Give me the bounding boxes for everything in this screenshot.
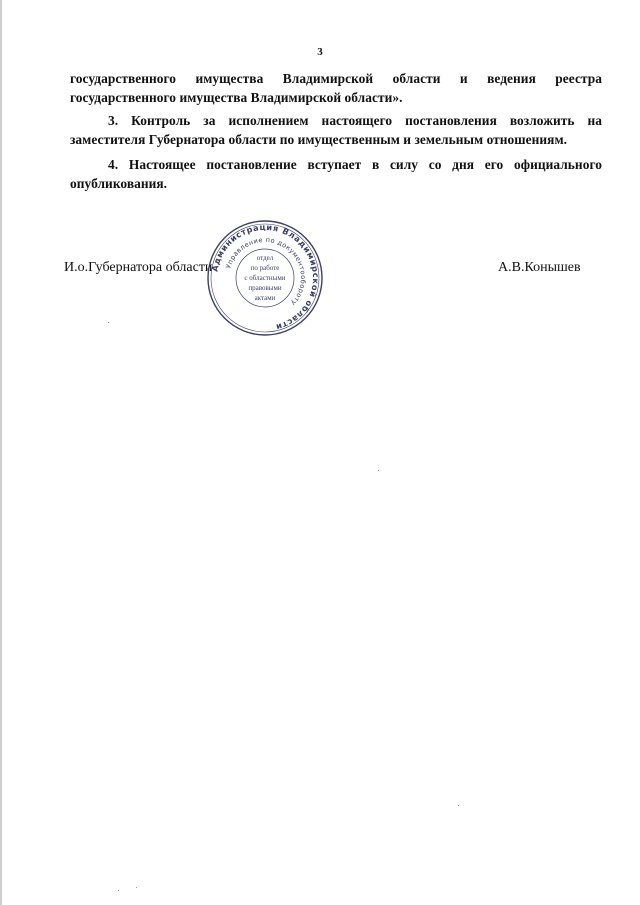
paragraph-4 [70, 155, 602, 193]
page-number: 3 [317, 46, 323, 58]
stamp-inner-text: Управление по документообороту [224, 235, 308, 308]
stamp-outer-text: Администрация Владимирской области [209, 221, 322, 333]
scan-speck [108, 322, 109, 323]
stamp-center-line-5: актами [254, 294, 276, 302]
stamp-center-line-2: по работе [250, 264, 280, 272]
scan-speck [458, 805, 459, 806]
scan-speck [378, 470, 379, 471]
stamp-center-line-4: правовыми [248, 284, 282, 292]
scan-speck [118, 890, 119, 891]
stamp-center-line-1: отдел [256, 254, 274, 262]
paragraph-3 [70, 111, 602, 149]
scan-speck [136, 887, 137, 888]
page-edge [0, 0, 2, 905]
paragraph-4-text: 4. Настоящее постановление вступает в силу со дня его официального опубликования. [70, 157, 602, 191]
official-stamp [205, 218, 325, 338]
signatory-name: А.В.Конышев [498, 260, 581, 275]
paragraph-3-text: 3. Контроль за исполнением настоящего постановления возложить на заместителя Губернатора области по имущественным и земельным отношениям. [70, 113, 602, 147]
signatory-role: И.о.Губернатора области [64, 260, 213, 275]
stamp-center-line-3: с областными [244, 274, 286, 282]
paragraph-continuation: государственного имущества Владимирской области и ведения реестра государственного имущества Владимирской области». [70, 71, 602, 105]
